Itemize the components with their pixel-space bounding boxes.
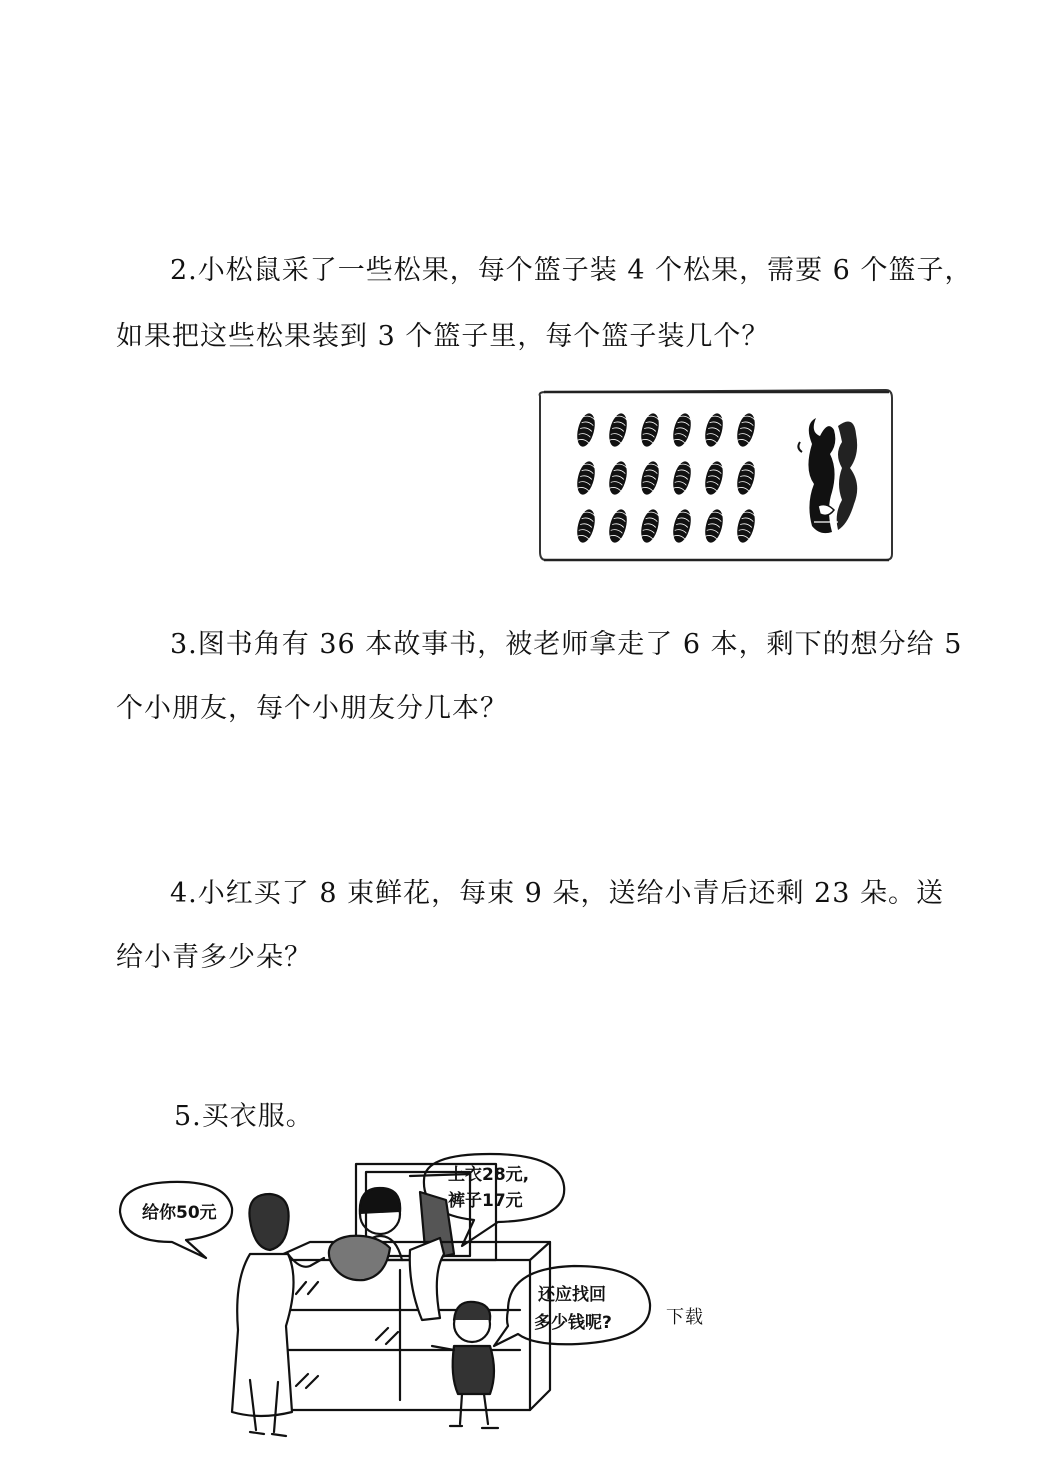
problem-2-line-1: 2.小松鼠采了一些松果，每个篮子装 4 个松果，需要 6 个篮子，: [170, 255, 973, 286]
seller-bubble-line-1: 上衣28元,: [448, 1165, 530, 1185]
child-speech-bubble: [494, 1266, 650, 1346]
problem-3-line-1: 3.图书角有 36 本故事书，被老师拿走了 6 本，剩下的想分给 5: [170, 629, 963, 660]
stray-download-text: 下载: [666, 1307, 704, 1328]
problem-5-title: 5.买衣服。: [174, 1101, 314, 1132]
child-bubble-line-1: 还应找回: [538, 1285, 606, 1305]
problem-4-line-2: 给小青多少朵？: [116, 942, 312, 973]
problem-4-line-1: 4.小红买了 8 束鲜花，每束 9 朵，送给小青后还剩 23 朵。送: [170, 878, 944, 909]
seller-bubble-line-2: 裤子17元: [448, 1191, 523, 1211]
child-bubble-line-2: 多少钱呢?: [534, 1313, 612, 1333]
mother-bubble-text: 给你50元: [142, 1203, 217, 1223]
clothes-shop-illustration: [110, 1150, 710, 1450]
problem-2-line-2: 如果把这些松果装到 3 个篮子里，每个篮子装几个？: [116, 321, 770, 352]
squirrel-pinecone-illustration: [534, 384, 896, 570]
problem-3-line-2: 个小朋友，每个小朋友分几本？: [116, 693, 508, 724]
mother-figure: [232, 1194, 324, 1436]
